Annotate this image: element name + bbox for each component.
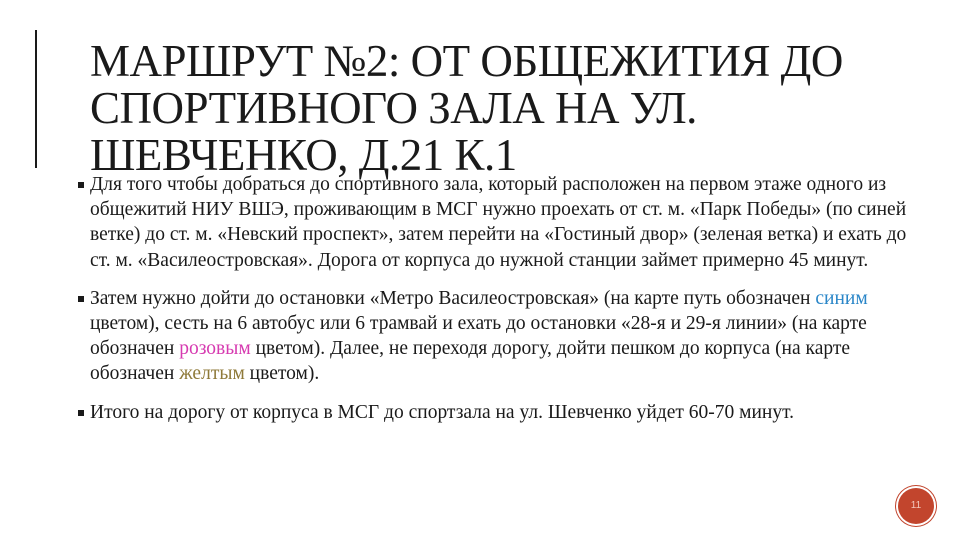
title-line-1: МАРШРУТ №2: ОТ ОБЩЕЖИТИЯ ДО (90, 36, 843, 86)
paragraph-2-text-part-2: цветом), сесть на 6 автобус или 6 трамвай и ехать до остановки «28-я и 29-я линии» (на карте обозначен (90, 313, 867, 360)
paragraph-2-text-part-3: цветом). Далее, не переходя дорогу, дойти пешком до корпуса (на карте обозначен (90, 338, 851, 385)
pink-route-word: розовым (179, 338, 251, 360)
title-accent-rule (35, 30, 37, 168)
title-line-3: ШЕВЧЕНКО, Д.21 К.1 (90, 130, 517, 180)
bullet-paragraph-2 (78, 286, 908, 387)
title-line-2: СПОРТИВНОГО ЗАЛА НА УЛ. (90, 83, 697, 133)
paragraph-1-text: Для того чтобы добраться до спортивного зала, который расположен на первом этаже одного из общежитий НИУ ВШЭ, проживающим в МСГ нужно проехать от ст. м. «Парк Победы» (по синей ветке) до ст. м. «Невский проспект», затем перейти на «Гостиный двор» (зеленая ветка) и ехать до ст. м. «Василеостровская». Дорога от корпуса до нужной станции займет примерно 45 минут. (90, 174, 907, 271)
paragraph-3-text: Итого на дорогу от корпуса в МСГ до спортзала на ул. Шевченко уйдет 60-70 минут. (90, 401, 795, 423)
bullet-paragraph-1 (78, 172, 908, 273)
bullet-square-icon (78, 410, 84, 416)
yellow-route-word: желтым (179, 363, 245, 385)
paragraph-2-text-part-1: Затем нужно дойти до остановки «Метро Василеостровская» (на карте путь обозначен (90, 287, 816, 309)
bullet-paragraph-3 (78, 400, 908, 425)
page-number-badge: 11 (898, 488, 934, 524)
bullet-square-icon (78, 296, 84, 302)
bullet-square-icon (78, 182, 84, 188)
paragraph-2-text-part-4: цветом). (244, 363, 320, 385)
slide-body (78, 172, 908, 425)
blue-route-word: синим (815, 287, 868, 309)
slide-title (90, 38, 910, 179)
